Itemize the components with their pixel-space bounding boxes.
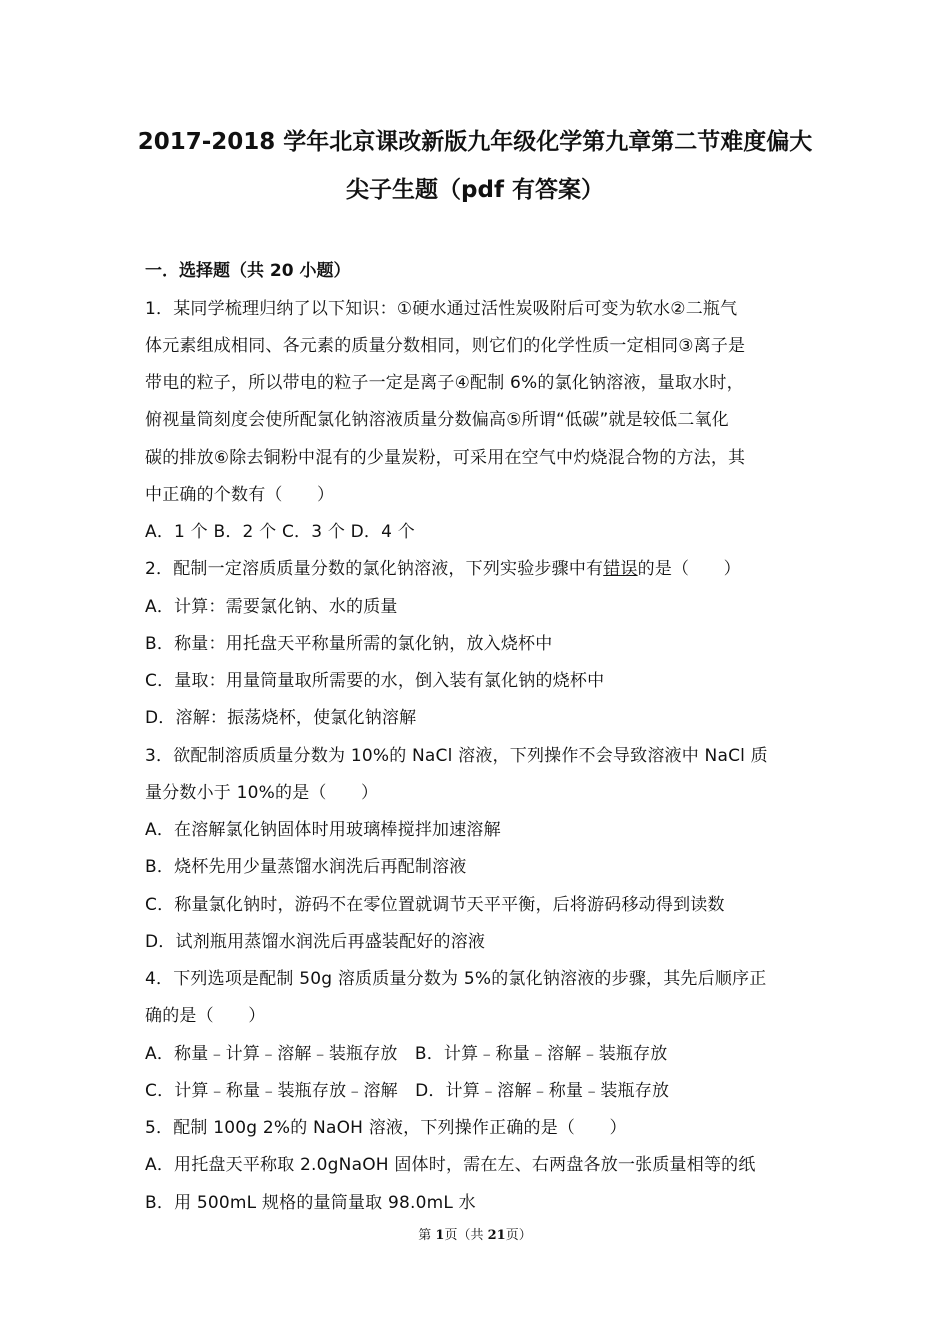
- underlined-word: 错误: [603, 559, 638, 579]
- document-title-line2: 尖子生题（pdf 有答案）: [346, 177, 604, 203]
- option-line: B．烧杯先用少量蒸馏水润洗后再配制溶液: [145, 857, 467, 877]
- option-line: D．溶解：振荡烧杯，使氯化钠溶解: [145, 708, 417, 728]
- text-line: 带电的粒子，所以带电的粒子一定是离子④配制 6%的氯化钠溶液，量取水时，: [145, 373, 744, 393]
- text-line: 3．欲配制溶质质量分数为 10%的 NaCl 溶液，下列操作不会导致溶液中 NaCl 质: [145, 746, 768, 766]
- option-line: B．称量：用托盘天平称量所需的氯化钠，放入烧杯中: [145, 634, 553, 654]
- option-line: A．用托盘天平称取 2.0gNaOH 固体时，需在左、右两盘各放一张质量相等的纸: [145, 1155, 756, 1175]
- answer-options: A．1 个 B．2 个 C．3 个 D．4 个: [145, 522, 415, 542]
- text-line: 确的是（ ）: [145, 1006, 266, 1026]
- text-line: 量分数小于 10%的是（ ）: [145, 783, 379, 803]
- option-line: C．量取：用量筒量取所需要的水，倒入装有氯化钠的烧杯中: [145, 671, 605, 691]
- question-2-blank: 的是（ ）: [637, 559, 741, 579]
- text-line: 碳的排放⑥除去铜粉中混有的少量炭粉，可采用在空气中灼烧混合物的方法，其: [145, 448, 746, 468]
- text-line: 4．下列选项是配制 50g 溶质质量分数为 5%的氯化钠溶液的步骤，其先后顺序正: [145, 969, 767, 989]
- option-line: C．计算﹣称量﹣装瓶存放﹣溶解 D．计算﹣溶解﹣称量﹣装瓶存放: [145, 1081, 670, 1101]
- text-line: 体元素组成相同、各元素的质量分数相同，则它们的化学性质一定相同③离子是: [145, 336, 746, 356]
- footer-suffix: 页）: [505, 1228, 532, 1243]
- text-line: 中正确的个数有（ ）: [145, 485, 335, 505]
- option-line: D．试剂瓶用蒸馏水润洗后再盛装配好的溶液: [145, 932, 486, 952]
- option-line: A．在溶解氯化钠固体时用玻璃棒搅拌加速溶解: [145, 820, 501, 840]
- page-footer: [0, 1227, 950, 1245]
- question-2-text: 2．配制一定溶质质量分数的氯化钠溶液，下列实验步骤中有: [145, 559, 604, 579]
- text-line: 5．配制 100g 2%的 NaOH 溶液，下列操作正确的是（ ）: [145, 1118, 627, 1138]
- footer-page-number: 1: [435, 1228, 445, 1243]
- section-heading: 一．选择题（共 20 小题）: [145, 261, 351, 281]
- footer-prefix: 第: [418, 1228, 436, 1243]
- text-line: 俯视量筒刻度会使所配氯化钠溶液质量分数偏高⑤所谓“低碳”就是较低二氧化: [145, 410, 729, 430]
- option-line: A．计算：需要氯化钠、水的质量: [145, 597, 398, 617]
- document-title-line1: 2017-2018 学年北京课改新版九年级化学第九章第二节难度偏大: [137, 129, 813, 155]
- text-line: 1．某同学梳理归纳了以下知识：①硬水通过活性炭吸附后可变为软水②二瓶气: [145, 299, 738, 319]
- option-line: B．用 500mL 规格的量筒量取 98.0mL 水: [145, 1193, 476, 1213]
- footer-total-pages: 21: [487, 1228, 506, 1243]
- option-line: A．称量﹣计算﹣溶解﹣装瓶存放 B．计算﹣称量﹣溶解﹣装瓶存放: [145, 1044, 668, 1064]
- question-2: [145, 557, 741, 581]
- footer-mid: 页（共: [444, 1228, 488, 1243]
- option-line: C．称量氯化钠时，游码不在零位置就调节天平平衡，后将游码移动得到读数: [145, 895, 725, 915]
